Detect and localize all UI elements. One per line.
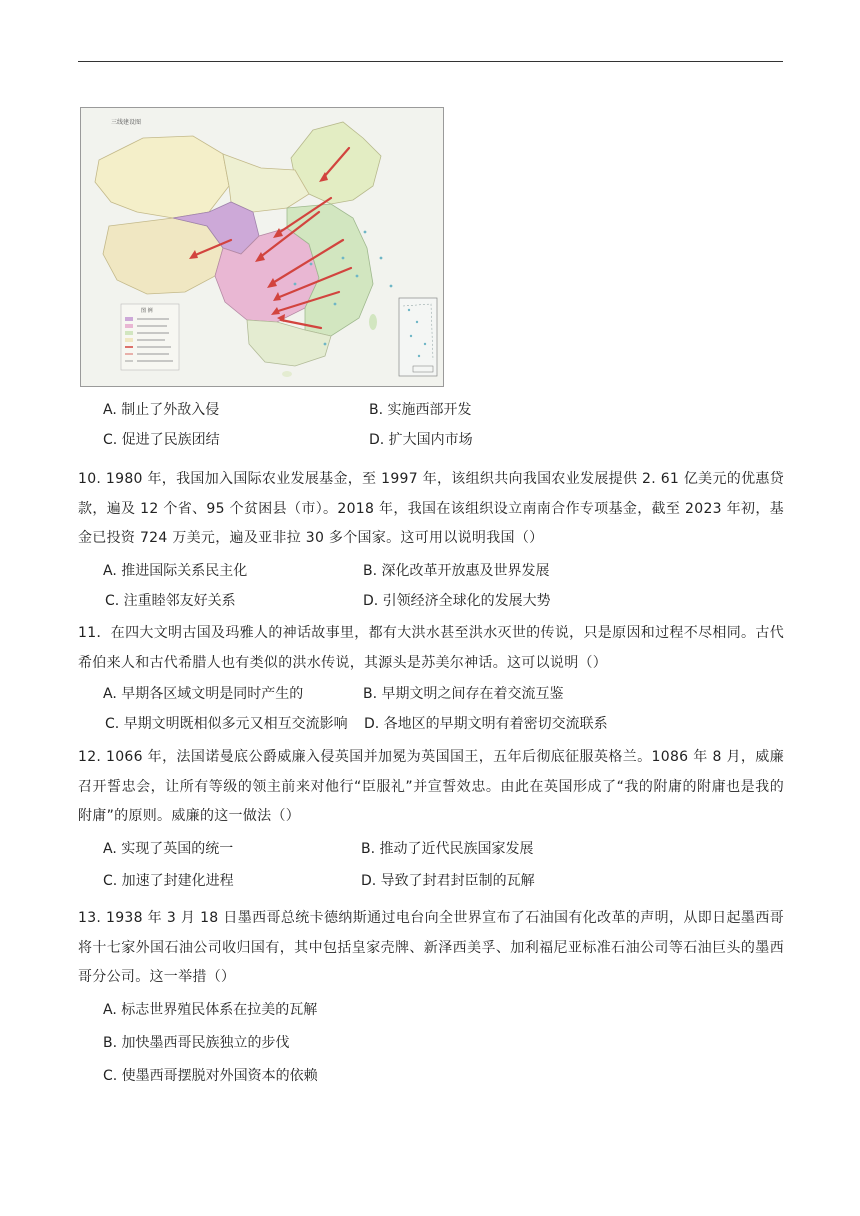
q11-option-a[interactable]: A. 早期各区域文明是同时产生的 <box>103 686 304 702</box>
map-legend-title: 图 例 <box>141 308 153 314</box>
q13-option-c[interactable]: C. 使墨西哥摆脱对外国资本的依赖 <box>103 1068 318 1084</box>
q10-option-c[interactable]: C. 注重睦邻友好关系 <box>105 593 236 609</box>
q10-option-b[interactable]: B. 深化改革开放惠及世界发展 <box>363 563 550 579</box>
question-13-text: 13. 1938 年 3 月 18 日墨西哥总统卡德纳斯通过电台向全世界宣布了石油国有化改革的声明，从即日起墨西哥将十七家外国石油公司收归国有，其中包括皇家壳牌、新泽西美孚、加利福尼亚标准石油公司等石油巨头的墨西哥分公司。这一举措（） <box>78 910 784 985</box>
question-10-text: 10. 1980 年，我国加入国际农业发展基金，至 1997 年，该组织共向我国农业发展提供 2. 61 亿美元的优惠贷款，遍及 12 个省、95 个贫困县（市）。2018 年，我国在该组织设立南南合作专项基金，截至 2023 年初，基金已投资 724 万美元，遍及亚非拉 30 多个国家。这可用以说明我国（） <box>78 471 784 546</box>
map-legend <box>121 304 179 370</box>
third-front-map-image <box>80 107 444 387</box>
q11-option-d[interactable]: D. 各地区的早期文明有着密切交流联系 <box>364 716 608 732</box>
question-11-text: 11．在四大文明古国及玛雅人的神话故事里，都有大洪水甚至洪水灭世的传说，只是原因和过程不尽相同。古代希伯来人和古代希腊人也有类似的洪水传说，其源头是苏美尔神话。这可以说明（） <box>78 625 784 671</box>
q9-option-b[interactable]: B. 实施西部开发 <box>369 402 472 418</box>
map-title: 三线建设图 <box>111 119 142 126</box>
q10-option-d[interactable]: D. 引领经济全球化的发展大势 <box>363 593 551 609</box>
south-china-sea-inset <box>399 298 437 376</box>
q9-option-c[interactable]: C. 促进了民族团结 <box>103 432 220 448</box>
q9-option-a[interactable]: A. 制止了外敌入侵 <box>103 402 220 418</box>
q12-option-d[interactable]: D. 导致了封君封臣制的瓦解 <box>361 873 535 889</box>
question-12-text: 12. 1066 年，法国诺曼底公爵威廉入侵英国并加冕为英国国王，五年后彻底征服英格兰。1086 年 8 月，威廉召开誓忠会，让所有等级的领主前来对他行“臣服礼”并宣誓效忠。由此在英国形成了“我的附庸的附庸也是我的附庸”的原则。威廉的这一做法（） <box>78 749 784 824</box>
q12-option-b[interactable]: B. 推动了近代民族国家发展 <box>361 841 534 857</box>
q11-option-b[interactable]: B. 早期文明之间存在着交流互鉴 <box>363 686 564 702</box>
q12-option-c[interactable]: C. 加速了封建化进程 <box>103 873 234 889</box>
q9-option-d[interactable]: D. 扩大国内市场 <box>369 432 473 448</box>
q13-option-b[interactable]: B. 加快墨西哥民族独立的步伐 <box>103 1035 290 1051</box>
header-rule <box>78 61 783 62</box>
q11-option-c[interactable]: C. 早期文明既相似多元又相互交流影响 <box>105 716 348 732</box>
q13-option-a[interactable]: A. 标志世界殖民体系在拉美的瓦解 <box>103 1002 318 1018</box>
q12-option-a[interactable]: A. 实现了英国的统一 <box>103 841 234 857</box>
q10-option-a[interactable]: A. 推进国际关系民主化 <box>103 563 248 579</box>
